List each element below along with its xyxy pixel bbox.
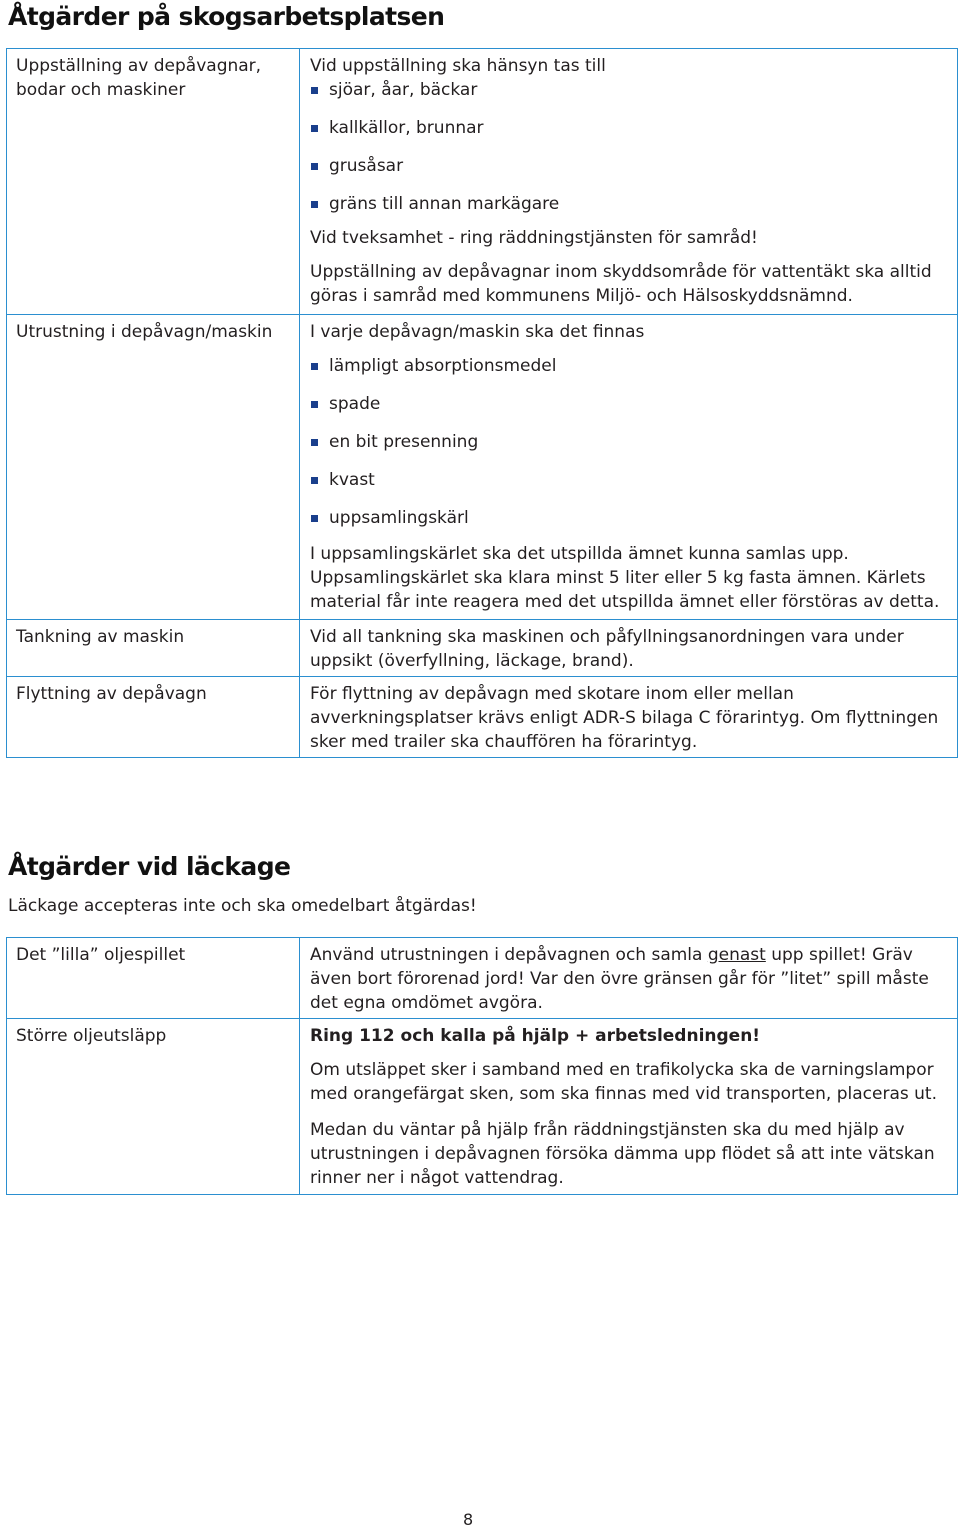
row-label: Det ”lilla” oljespillet [16,945,186,965]
setup-note: Vid tveksamhet - ring räddningstjänsten för samråd! [310,228,758,248]
table-row [7,1019,958,1195]
refuelling-text: Vid all tankning ska maskinen och påfyllningsanordningen vara under uppsikt (överfyllning, läckage, brand). [310,627,904,671]
list-item: lämpligt absorptionsmedel [310,354,941,378]
row-label-cell [7,1019,300,1195]
table-row [7,49,958,315]
leakage-intro: Läckage accepteras inte och ska omedelbart åtgärdas! [8,896,477,916]
list-item: gräns till annan markägare [310,192,941,216]
row-label-cell [7,938,300,1019]
row-label-cell [7,49,300,315]
row-content-cell [300,1019,958,1195]
row-label-cell [7,315,300,620]
list-item: spade [310,392,941,416]
row-label: Utrustning i depåvagn/maskin [16,322,273,342]
table-row [7,620,958,677]
table-row [7,938,958,1019]
row-label-cell [7,620,300,677]
page-number: 8 [463,1510,474,1529]
table-row [7,677,958,758]
section-title-leakage: Åtgärder vid läckage [8,852,291,881]
row-content-cell [300,315,958,620]
list-item: uppsamlingskärl [310,506,941,530]
equipment-note: I uppsamlingskärlet ska det utspillda ämnet kunna samlas upp. Uppsamlingskärlet ska klara minst 5 liter eller 5 kg fasta ämnen. Kärlets material får inte reagera med det utspillda ämnet eller förstöras av detta. [310,544,940,612]
setup-protection-note: Uppställning av depåvagnar inom skyddsområde för vattentäkt ska alltid göras i samråd med kommunens Miljö- och Hälsoskyddsnämnd. [310,262,932,306]
leakage-measures-table [6,937,958,1195]
row-label-cell [7,677,300,758]
list-item: kvast [310,468,941,492]
section-title-workplace: Åtgärder på skogsarbetsplatsen [8,2,445,31]
list-item: en bit presenning [310,430,941,454]
workplace-measures-table [6,48,958,758]
row-label: Uppställning av depåvagnar, bodar och maskiner [16,56,262,100]
table-row [7,315,958,620]
small-spill-text: Använd utrustningen i depåvagnen och samla genast upp spillet! Gräv även bort förorenad jord! Var den övre gränsen går för ”litet” spill måste det egna omdömet avgöra. [310,945,929,1013]
row-content-cell [300,620,958,677]
row-label: Tankning av maskin [16,627,185,647]
row-label: Större oljeutsläpp [16,1026,167,1046]
row-content-cell [300,49,958,315]
traffic-accident-text: Om utsläppet sker i samband med en trafikolycka ska de varningslampor med orangefärgat sken, som ska finnas med vid transporten, placeras ut. [310,1060,937,1104]
row-content-cell [300,677,958,758]
while-waiting-text: Medan du väntar på hjälp från räddningstjänsten ska du med hjälp av utrustningen i depåvagnen försöka dämma upp flödet så att inte vätskan rinner ner i något vattendrag. [310,1120,935,1188]
setup-bullet-list [310,78,941,216]
list-item: sjöar, åar, bäckar [310,78,941,102]
list-item: grusåsar [310,154,941,178]
equipment-bullet-list [310,354,941,530]
list-item: kallkällor, brunnar [310,116,941,140]
row-content-cell [300,938,958,1019]
equipment-intro: I varje depåvagn/maskin ska det finnas [310,322,645,342]
emergency-call-text: Ring 112 och kalla på hjälp + arbetsledningen! [310,1026,761,1046]
moving-text: För flyttning av depåvagn med skotare inom eller mellan avverkningsplatser krävs enligt ADR-S bilaga C förarintyg. Om flyttningen sker med trailer ska chauffören ha förarintyg. [310,684,939,752]
setup-intro: Vid uppställning ska hänsyn tas till [310,56,606,76]
row-label: Flyttning av depåvagn [16,684,207,704]
